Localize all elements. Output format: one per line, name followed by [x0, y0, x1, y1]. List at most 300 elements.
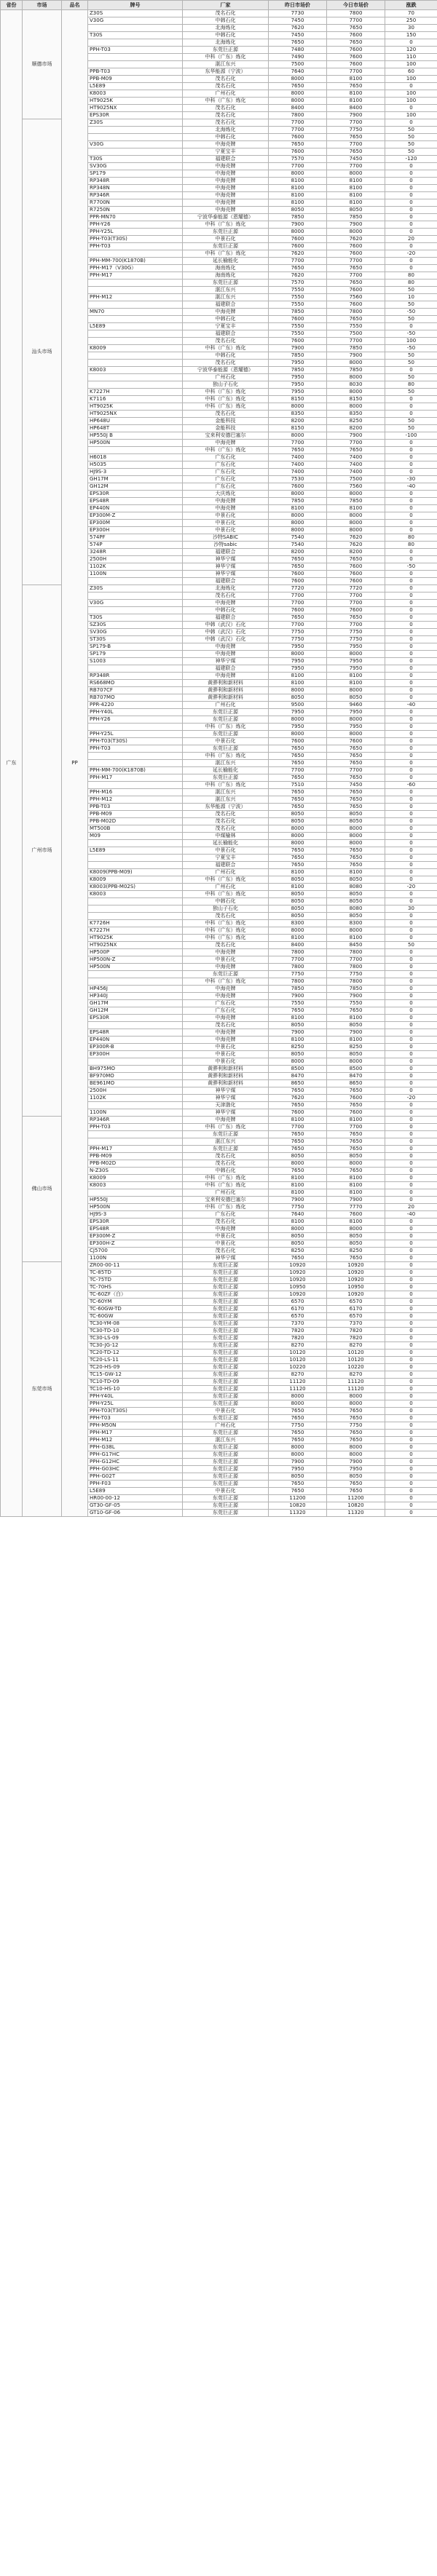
manufacturer-cell: 黄骅利和新材料: [183, 694, 269, 702]
change-cell: 50: [385, 301, 437, 309]
change-cell: 0: [385, 949, 437, 956]
manufacturer-cell: 茂名石化: [183, 119, 269, 127]
change-cell: 0: [385, 935, 437, 942]
manufacturer-cell: 福建联合: [183, 862, 269, 869]
manufacturer-cell: 中景石化: [183, 520, 269, 527]
grade-cell: EP300M: [88, 520, 183, 527]
grade-cell: HR00-00-12: [88, 1495, 183, 1502]
manufacturer-cell: 东莞巨正源: [183, 1451, 269, 1459]
today-price-cell: 6570: [327, 1299, 385, 1306]
manufacturer-cell: 广州石化: [183, 374, 269, 381]
grade-cell: K8003: [88, 367, 183, 374]
yesterday-price-cell: 7750: [269, 636, 327, 643]
today-price-cell: 8650: [327, 1080, 385, 1087]
grade-cell: SP179-B: [88, 643, 183, 651]
today-price-cell: 8000: [327, 512, 385, 520]
change-cell: 0: [385, 192, 437, 199]
today-price-cell: 7650: [327, 1408, 385, 1415]
yesterday-price-cell: 7650: [269, 1430, 327, 1437]
today-price-cell: 7700: [327, 1124, 385, 1131]
change-cell: 10: [385, 294, 437, 301]
grade-cell: 1102K: [88, 563, 183, 571]
today-price-cell: 7600: [327, 47, 385, 54]
grade-cell: PPH-G17HC: [88, 1451, 183, 1459]
yesterday-price-cell: 7800: [269, 112, 327, 119]
today-price-cell: 8100: [327, 76, 385, 83]
manufacturer-cell: 东莞巨正源: [183, 1364, 269, 1371]
change-cell: 0: [385, 622, 437, 629]
today-price-cell: 7950: [327, 1466, 385, 1473]
yesterday-price-cell: 7700: [269, 258, 327, 265]
change-cell: 0: [385, 869, 437, 876]
yesterday-price-cell: 7650: [269, 789, 327, 796]
yesterday-price-cell: 7700: [269, 956, 327, 964]
yesterday-price-cell: 7400: [269, 461, 327, 469]
change-cell: 0: [385, 556, 437, 563]
change-cell: 50: [385, 374, 437, 381]
yesterday-price-cell: 7650: [269, 39, 327, 47]
change-cell: 0: [385, 629, 437, 636]
today-price-cell: 6570: [327, 1313, 385, 1320]
today-price-cell: 8050: [327, 207, 385, 214]
header-grade: 牌号: [88, 1, 183, 10]
grade-cell: HP500N: [88, 440, 183, 447]
today-price-cell: 7700: [327, 163, 385, 170]
grade-cell: PPH-T03(T30S): [88, 236, 183, 243]
grade-cell: T30S: [88, 614, 183, 622]
grade-cell: HT9025K: [88, 98, 183, 105]
manufacturer-cell: 中景石化: [183, 1408, 269, 1415]
header-manufacturer: 厂家: [183, 1, 269, 10]
grade-cell: RB707MO: [88, 694, 183, 702]
manufacturer-cell: 中海壳牌: [183, 309, 269, 316]
yesterday-price-cell: 7400: [269, 454, 327, 461]
change-cell: 0: [385, 1444, 437, 1451]
yesterday-price-cell: 7650: [269, 862, 327, 869]
grade-cell: EPS30R: [88, 1218, 183, 1226]
yesterday-price-cell: 8470: [269, 1073, 327, 1080]
manufacturer-cell: 东莞巨正源: [183, 1400, 269, 1408]
grade-cell: PPB-M09: [88, 76, 183, 83]
today-price-cell: 7750: [327, 629, 385, 636]
yesterday-price-cell: 7650: [269, 1255, 327, 1262]
change-cell: 0: [385, 862, 437, 869]
change-cell: 0: [385, 1022, 437, 1029]
grade-cell: TC20-TD-12: [88, 1350, 183, 1357]
grade-cell: M09: [88, 833, 183, 840]
manufacturer-cell: 茂名石化: [183, 360, 269, 367]
grade-cell: PPB-M02D: [88, 1160, 183, 1168]
grade-cell: HT9025K: [88, 935, 183, 942]
market-cell: 东莞市场: [23, 1262, 62, 1517]
yesterday-price-cell: 10920: [269, 1277, 327, 1284]
manufacturer-cell: 中科（广东）炼化: [183, 978, 269, 986]
grade-cell: K8009: [88, 345, 183, 352]
yesterday-price-cell: 7650: [269, 855, 327, 862]
yesterday-price-cell: 8050: [269, 207, 327, 214]
grade-cell: ST30S: [88, 636, 183, 643]
manufacturer-cell: 中海壳牌: [183, 964, 269, 971]
change-cell: 150: [385, 32, 437, 39]
yesterday-price-cell: 8100: [269, 1189, 327, 1197]
yesterday-price-cell: 7850: [269, 986, 327, 993]
manufacturer-cell: 东莞巨正源: [183, 1313, 269, 1320]
today-price-cell: 8000: [327, 833, 385, 840]
today-price-cell: 8100: [327, 1182, 385, 1189]
today-price-cell: 8100: [327, 1175, 385, 1182]
change-cell: 0: [385, 753, 437, 760]
yesterday-price-cell: 7480: [269, 47, 327, 54]
grade-cell: [88, 753, 183, 760]
manufacturer-cell: 广东石化: [183, 483, 269, 491]
yesterday-price-cell: 8050: [269, 1022, 327, 1029]
grade-cell: [88, 25, 183, 32]
today-price-cell: 7600: [327, 578, 385, 585]
today-price-cell: 8080: [327, 905, 385, 913]
yesterday-price-cell: 7800: [269, 949, 327, 956]
market-cell: 顺德市场: [23, 10, 62, 119]
manufacturer-cell: 中海壳牌: [183, 185, 269, 192]
grade-cell: GH12M: [88, 1007, 183, 1015]
today-price-cell: 7370: [327, 1320, 385, 1328]
change-cell: 0: [385, 1000, 437, 1007]
change-cell: 0: [385, 1197, 437, 1204]
manufacturer-cell: 神华宁煤: [183, 1095, 269, 1102]
change-cell: 0: [385, 1168, 437, 1175]
today-price-cell: 8100: [327, 1218, 385, 1226]
change-cell: 0: [385, 986, 437, 993]
change-cell: 100: [385, 338, 437, 345]
today-price-cell: 7400: [327, 454, 385, 461]
change-cell: 0: [385, 229, 437, 236]
today-price-cell: 7600: [327, 61, 385, 68]
today-price-cell: 8050: [327, 1240, 385, 1248]
yesterday-price-cell: 7950: [269, 665, 327, 673]
yesterday-price-cell: 7950: [269, 360, 327, 367]
today-price-cell: 7900: [327, 1197, 385, 1204]
manufacturer-cell: 神华宁煤: [183, 556, 269, 563]
manufacturer-cell: 中海壳牌: [183, 1226, 269, 1233]
header-yesterday-price: 昨日市场价: [269, 1, 327, 10]
change-cell: -40: [385, 1211, 437, 1218]
today-price-cell: 7900: [327, 1459, 385, 1466]
yesterday-price-cell: 7850: [269, 367, 327, 374]
today-price-cell: 8000: [327, 403, 385, 411]
manufacturer-cell: 中海壳牌: [183, 643, 269, 651]
change-cell: 0: [385, 1182, 437, 1189]
yesterday-price-cell: 7650: [269, 796, 327, 804]
change-cell: 50: [385, 148, 437, 156]
yesterday-price-cell: 8000: [269, 1058, 327, 1066]
manufacturer-cell: 东莞巨正源: [183, 47, 269, 54]
change-cell: 0: [385, 1328, 437, 1335]
today-price-cell: 8000: [327, 527, 385, 534]
yesterday-price-cell: 8300: [269, 920, 327, 927]
manufacturer-cell: 延长榆能化: [183, 840, 269, 847]
change-cell: 0: [385, 498, 437, 505]
today-price-cell: 8300: [327, 920, 385, 927]
today-price-cell: 7620: [327, 236, 385, 243]
manufacturer-cell: 延长榆能化: [183, 258, 269, 265]
yesterday-price-cell: 7600: [269, 236, 327, 243]
grade-cell: PPH-Y25L: [88, 1400, 183, 1408]
grade-cell: N-Z30S: [88, 1168, 183, 1175]
change-cell: 0: [385, 1313, 437, 1320]
grade-cell: RP348N: [88, 185, 183, 192]
change-cell: 0: [385, 1277, 437, 1284]
change-cell: 0: [385, 1262, 437, 1269]
grade-cell: EP440N: [88, 1037, 183, 1044]
grade-cell: GH17M: [88, 1000, 183, 1007]
grade-cell: RB707CF: [88, 687, 183, 694]
grade-cell: EP300H-Z: [88, 1240, 183, 1248]
today-price-cell: 8050: [327, 1051, 385, 1058]
grade-cell: TC10-HS-10: [88, 1386, 183, 1393]
yesterday-price-cell: 8650: [269, 1080, 327, 1087]
manufacturer-cell: 茂名石化: [183, 338, 269, 345]
today-price-cell: 10950: [327, 1284, 385, 1291]
yesterday-price-cell: 8000: [269, 432, 327, 440]
change-cell: 0: [385, 855, 437, 862]
grade-cell: K8003: [88, 1182, 183, 1189]
manufacturer-cell: 中景石化: [183, 956, 269, 964]
today-price-cell: 8000: [327, 840, 385, 847]
today-price-cell: 8350: [327, 411, 385, 418]
yesterday-price-cell: 7700: [269, 127, 327, 134]
grade-cell: PPH-G03HC: [88, 1466, 183, 1473]
change-cell: 0: [385, 825, 437, 833]
today-price-cell: 7560: [327, 294, 385, 301]
today-price-cell: 7650: [327, 753, 385, 760]
grade-cell: PPH-G38L: [88, 1444, 183, 1451]
change-cell: 50: [385, 360, 437, 367]
yesterday-price-cell: 7720: [269, 585, 327, 593]
today-price-cell: 8100: [327, 1117, 385, 1124]
grade-cell: SV30G: [88, 629, 183, 636]
grade-cell: [88, 971, 183, 978]
change-cell: 0: [385, 731, 437, 738]
manufacturer-cell: 中海壳牌: [183, 949, 269, 956]
yesterday-price-cell: 7500: [269, 61, 327, 68]
yesterday-price-cell: 7950: [269, 658, 327, 665]
change-cell: 0: [385, 1342, 437, 1350]
change-cell: -20: [385, 884, 437, 891]
manufacturer-cell: 中景石化: [183, 1233, 269, 1240]
yesterday-price-cell: 7550: [269, 1000, 327, 1007]
yesterday-price-cell: 8000: [269, 1160, 327, 1168]
grade-cell: SV30G: [88, 163, 183, 170]
grade-cell: HP500N-Z: [88, 956, 183, 964]
yesterday-price-cell: 7620: [269, 1095, 327, 1102]
manufacturer-cell: 福建联合: [183, 614, 269, 622]
manufacturer-cell: 中科（广东）炼化: [183, 1204, 269, 1211]
today-price-cell: 11120: [327, 1379, 385, 1386]
manufacturer-cell: 宝来利安德巴塞尔: [183, 432, 269, 440]
today-price-cell: 7700: [327, 440, 385, 447]
yesterday-price-cell: 7650: [269, 1437, 327, 1444]
manufacturer-cell: 中海壳牌: [183, 505, 269, 512]
grade-cell: EPS48R: [88, 1029, 183, 1037]
manufacturer-cell: 宁夏宝丰: [183, 323, 269, 330]
change-cell: 70: [385, 10, 437, 17]
manufacturer-cell: 中科（广东）炼化: [183, 447, 269, 454]
change-cell: 0: [385, 716, 437, 724]
today-price-cell: 7650: [327, 1087, 385, 1095]
change-cell: 0: [385, 105, 437, 112]
yesterday-price-cell: 7650: [269, 753, 327, 760]
manufacturer-cell: 沙特sabic: [183, 542, 269, 549]
manufacturer-cell: 湛江东兴: [183, 294, 269, 301]
grade-cell: PPH-T03: [88, 1415, 183, 1422]
change-cell: 0: [385, 796, 437, 804]
change-cell: 50: [385, 287, 437, 294]
manufacturer-cell: 湛江东兴: [183, 1138, 269, 1146]
change-cell: 0: [385, 571, 437, 578]
yesterday-price-cell: 8100: [269, 1218, 327, 1226]
yesterday-price-cell: 8000: [269, 98, 327, 105]
yesterday-price-cell: 8100: [269, 935, 327, 942]
yesterday-price-cell: 7600: [269, 607, 327, 614]
manufacturer-cell: 湛江东兴: [183, 61, 269, 68]
manufacturer-cell: 独山子石化: [183, 381, 269, 389]
grade-cell: EP300M-Z: [88, 512, 183, 520]
today-price-cell: 7770: [327, 1204, 385, 1211]
change-cell: 0: [385, 549, 437, 556]
change-cell: 0: [385, 1306, 437, 1313]
change-cell: 0: [385, 614, 437, 622]
change-cell: 0: [385, 367, 437, 374]
manufacturer-cell: 中海壳牌: [183, 1015, 269, 1022]
manufacturer-cell: 茂名石化: [183, 10, 269, 17]
yesterday-price-cell: 8000: [269, 520, 327, 527]
yesterday-price-cell: 8250: [269, 1248, 327, 1255]
today-price-cell: 8000: [327, 374, 385, 381]
yesterday-price-cell: 7700: [269, 600, 327, 607]
manufacturer-cell: 广州石化: [183, 884, 269, 891]
manufacturer-cell: 福建联合: [183, 578, 269, 585]
yesterday-price-cell: 8100: [269, 185, 327, 192]
grade-cell: PPH-M17: [88, 1146, 183, 1153]
manufacturer-cell: 中科（广东）炼化: [183, 891, 269, 898]
today-price-cell: 7700: [327, 272, 385, 280]
yesterday-price-cell: 7370: [269, 1320, 327, 1328]
grade-cell: S1003: [88, 658, 183, 665]
yesterday-price-cell: 6570: [269, 1299, 327, 1306]
yesterday-price-cell: 7550: [269, 301, 327, 309]
change-cell: 0: [385, 1037, 437, 1044]
today-price-cell: 7500: [327, 476, 385, 483]
yesterday-price-cell: 10920: [269, 1262, 327, 1269]
yesterday-price-cell: 7950: [269, 709, 327, 716]
yesterday-price-cell: 11120: [269, 1386, 327, 1393]
yesterday-price-cell: 7850: [269, 309, 327, 316]
grade-cell: HP500P: [88, 949, 183, 956]
yesterday-price-cell: 7650: [269, 614, 327, 622]
grade-cell: [88, 724, 183, 731]
manufacturer-cell: 中海壳牌: [183, 440, 269, 447]
yesterday-price-cell: 7820: [269, 1328, 327, 1335]
change-cell: 0: [385, 636, 437, 643]
today-price-cell: 7650: [327, 134, 385, 141]
yesterday-price-cell: 8100: [269, 505, 327, 512]
grade-cell: [88, 134, 183, 141]
today-price-cell: 8100: [327, 1015, 385, 1022]
grade-cell: RP348R: [88, 178, 183, 185]
manufacturer-cell: 中韩（武汉）石化: [183, 622, 269, 629]
yesterday-price-cell: 10950: [269, 1284, 327, 1291]
grade-cell: TC30-LS-09: [88, 1335, 183, 1342]
header-today-price: 今日市场价: [327, 1, 385, 10]
grade-cell: EPS30R: [88, 491, 183, 498]
manufacturer-cell: 茂名石化: [183, 76, 269, 83]
yesterday-price-cell: 7900: [269, 1029, 327, 1037]
yesterday-price-cell: 7900: [269, 345, 327, 352]
today-price-cell: 8100: [327, 1189, 385, 1197]
today-price-cell: 7950: [327, 658, 385, 665]
today-price-cell: 8250: [327, 1248, 385, 1255]
grade-cell: PPB-M02D: [88, 818, 183, 825]
grade-cell: HT9025NX: [88, 942, 183, 949]
change-cell: 100: [385, 90, 437, 98]
manufacturer-cell: 广东石化: [183, 1211, 269, 1218]
yesterday-price-cell: 7700: [269, 440, 327, 447]
change-cell: 100: [385, 112, 437, 119]
grade-cell: [88, 447, 183, 454]
yesterday-price-cell: 7650: [269, 1146, 327, 1153]
manufacturer-cell: 广州石化: [183, 702, 269, 709]
grade-cell: 574P: [88, 542, 183, 549]
yesterday-price-cell: 8100: [269, 680, 327, 687]
yesterday-price-cell: 11200: [269, 1495, 327, 1502]
change-cell: 0: [385, 1269, 437, 1277]
yesterday-price-cell: 7700: [269, 767, 327, 774]
today-price-cell: 8250: [327, 418, 385, 425]
change-cell: 0: [385, 1488, 437, 1495]
manufacturer-cell: 东莞巨正源: [183, 1386, 269, 1393]
yesterday-price-cell: 8100: [269, 673, 327, 680]
change-cell: 0: [385, 1335, 437, 1342]
manufacturer-cell: 茂名石化: [183, 1218, 269, 1226]
today-price-cell: 7600: [327, 571, 385, 578]
yesterday-price-cell: 7650: [269, 774, 327, 782]
today-price-cell: 7650: [327, 796, 385, 804]
today-price-cell: 7800: [327, 10, 385, 17]
change-cell: 0: [385, 1393, 437, 1400]
yesterday-price-cell: 8000: [269, 1400, 327, 1408]
today-price-cell: 8000: [327, 1393, 385, 1400]
change-cell: 0: [385, 694, 437, 702]
grade-cell: V30G: [88, 141, 183, 148]
manufacturer-cell: 中景石化: [183, 738, 269, 745]
yesterday-price-cell: 7550: [269, 287, 327, 294]
manufacturer-cell: 中韩（武汉）石化: [183, 636, 269, 643]
grade-cell: EPS48R: [88, 498, 183, 505]
today-price-cell: 8470: [327, 1073, 385, 1080]
change-cell: 0: [385, 214, 437, 221]
manufacturer-cell: 东莞巨正源: [183, 774, 269, 782]
manufacturer-cell: 东莞巨正源: [183, 1393, 269, 1400]
yesterday-price-cell: 8350: [269, 411, 327, 418]
grade-cell: K7227H: [88, 389, 183, 396]
manufacturer-cell: 独山子石化: [183, 905, 269, 913]
manufacturer-cell: 中科（广东）炼化: [183, 753, 269, 760]
yesterday-price-cell: 8100: [269, 1015, 327, 1022]
yesterday-price-cell: 8050: [269, 694, 327, 702]
manufacturer-cell: 中科（广东）炼化: [183, 920, 269, 927]
grade-cell: PPB-M09: [88, 811, 183, 818]
today-price-cell: 8030: [327, 381, 385, 389]
today-price-cell: 7650: [327, 316, 385, 323]
